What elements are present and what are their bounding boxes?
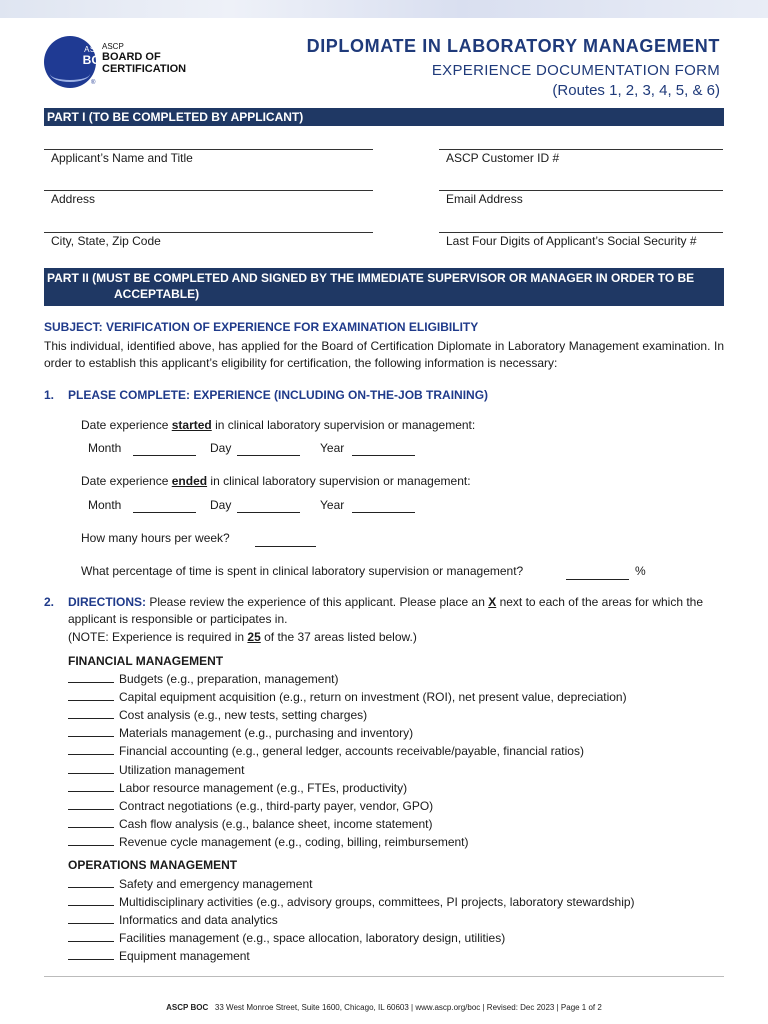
ended-word: ended (171, 474, 208, 488)
checklist-mark-blank[interactable] (68, 815, 114, 828)
logo-emblem (44, 36, 110, 88)
checklist-item-label: Cash flow analysis (e.g., balance sheet, income statement) (119, 816, 433, 831)
end-year-input[interactable] (352, 499, 415, 513)
checklist-item-label: Financial accounting (e.g., general ledger, accounts receivable/payable, financial ratios) (119, 744, 584, 759)
checklist-item-label: Cost analysis (e.g., new tests, setting charges) (119, 708, 368, 723)
end-day-label: Day (210, 498, 232, 512)
form-title: DIPLOMATE IN LABORATORY MANAGEMENT (306, 36, 720, 56)
end-month-label: Month (88, 498, 122, 512)
checklist-mark-blank[interactable] (68, 893, 114, 906)
section1-number: 1. (44, 388, 55, 402)
note-pre: (NOTE: Experience is required in (68, 630, 248, 644)
part1-heading: PART I (TO BE COMPLETED BY APPLICANT) (44, 108, 724, 126)
started-pre: Date experience (81, 418, 172, 432)
customer-id-label: ASCP Customer ID # (446, 151, 560, 165)
hours-input[interactable] (255, 533, 316, 547)
checklist-item-label: Capital equipment acquisition (e.g., return on investment (ROI), net present value, depreciation) (119, 690, 627, 705)
checklist-item (68, 833, 469, 851)
directions-paragraph (68, 594, 724, 628)
checklist-item (68, 779, 407, 797)
checklist-item (68, 724, 413, 742)
part2-heading-line1: PART II (MUST BE COMPLETED AND SIGNED BY THE IMMEDIATE SUPERVISOR OR MANAGER IN ORDER TO BE (47, 271, 695, 285)
checklist-item-label: Budgets (e.g., preparation, management) (119, 672, 339, 686)
logo-emblem-ascp: ASCP (84, 45, 108, 54)
checklist-mark-blank[interactable] (68, 706, 114, 719)
checklist-item-label: Safety and emergency management (119, 877, 313, 891)
applicant-name-field[interactable] (44, 149, 373, 165)
start-month-label: Month (88, 441, 122, 455)
part2-heading-line2: ACCEPTABLE) (114, 287, 200, 301)
section1-heading: PLEASE COMPLETE: EXPERIENCE (INCLUDING ON-THE-JOB TRAINING) (68, 388, 489, 402)
ssn-field[interactable] (439, 232, 723, 248)
intro-paragraph: This individual, identified above, has applied for the Board of Certification Diplomate in Laboratory Management examination. In order to establish this applicant’s eligibility for certification, the following information is necessary: (44, 339, 724, 370)
percentage-label: What percentage of time is spent in clinical laboratory supervision or management? (81, 564, 524, 578)
started-word: started (171, 418, 212, 432)
checklist-item-label: Facilities management (e.g., space allocation, laboratory design, utilities) (119, 931, 506, 946)
checklist-mark-blank[interactable] (68, 688, 114, 701)
logo-wordmark-line2: CERTIFICATION (102, 63, 187, 75)
started-post: in clinical laboratory supervision or management: (211, 418, 476, 432)
logo-swoosh (50, 66, 90, 82)
form-title-block (307, 36, 720, 99)
started-label (81, 417, 475, 434)
address-label: Address (51, 192, 96, 206)
checklist-item-label: Revenue cycle management (e.g., coding, billing, reimbursement) (119, 834, 469, 849)
city-state-zip-field[interactable] (44, 232, 373, 248)
checklist-item (68, 929, 505, 947)
address-field[interactable] (44, 190, 373, 206)
note-post: of the 37 areas listed below.) (260, 630, 417, 644)
footer-org: ASCP BOC (166, 1003, 209, 1012)
checklist-mark-blank[interactable] (68, 797, 114, 810)
directions-label: DIRECTIONS: (68, 595, 146, 609)
checklist-item (68, 947, 250, 965)
logo-wordmark-ascp: ASCP (102, 42, 124, 51)
checklist-item-label: Multidisciplinary activities (e.g., advisory groups, committees, PI projects, laboratory stewardship) (119, 895, 635, 910)
checklist-mark-blank[interactable] (68, 929, 114, 942)
checklist-item (68, 670, 338, 688)
end-day-input[interactable] (237, 499, 300, 513)
checklist-item (68, 815, 433, 833)
directions-x: X (488, 595, 497, 609)
header-band (0, 0, 768, 18)
note-line (68, 629, 417, 646)
section2-number: 2. (44, 595, 55, 609)
form-routes: (Routes 1, 2, 3, 4, 5, & 6) (552, 82, 720, 99)
end-year-label: Year (320, 498, 345, 512)
checklist-item (68, 742, 584, 760)
percent-sign: % (635, 564, 646, 578)
checklist-item (68, 911, 278, 929)
footer-divider (44, 976, 724, 977)
directions-pre: Please review the experience of this applicant. Please place an (146, 595, 489, 609)
checklist-item-label: Informatics and data analytics (119, 913, 278, 928)
part2-heading (44, 268, 724, 306)
start-year-label: Year (320, 441, 345, 455)
checklist-mark-blank[interactable] (68, 875, 114, 888)
email-label: Email Address (446, 192, 523, 206)
checklist-mark-blank[interactable] (68, 724, 114, 737)
checklist-mark-blank[interactable] (68, 779, 114, 792)
ascp-boc-logo (44, 36, 204, 92)
checklist-item-label: Utilization management (119, 762, 245, 777)
checklist-mark-blank[interactable] (68, 947, 114, 960)
percentage-input[interactable] (566, 566, 629, 580)
logo-wordmark-line1: BOARD OF (102, 51, 161, 63)
operations-heading: OPERATIONS MANAGEMENT (68, 858, 238, 872)
subject-line: SUBJECT: VERIFICATION OF EXPERIENCE FOR EXAMINATION ELIGIBILITY (44, 320, 479, 334)
registered-mark: ® (91, 80, 96, 86)
start-year-input[interactable] (352, 442, 415, 456)
start-day-input[interactable] (237, 442, 300, 456)
checklist-mark-blank[interactable] (68, 670, 114, 683)
checklist-item-label: Equipment management (119, 949, 250, 964)
checklist-item-label: Materials management (e.g., purchasing and inventory) (119, 726, 414, 741)
logo-emblem-boc: BOC (82, 53, 110, 67)
form-subtitle: EXPERIENCE DOCUMENTATION FORM (431, 62, 720, 79)
applicant-name-label: Applicant’s Name and Title (51, 151, 193, 165)
directions-post: next to each of the areas for which the applicant is responsible or participates in. (68, 595, 704, 626)
checklist-mark-blank[interactable] (68, 742, 114, 755)
checklist-item-label: Contract negotiations (e.g., third-party payer, vendor, GPO) (119, 798, 434, 813)
hours-label: How many hours per week? (81, 531, 230, 545)
customer-id-field[interactable] (439, 149, 723, 165)
start-month-input[interactable] (133, 442, 196, 456)
checklist-item (68, 893, 635, 911)
ended-pre: Date experience (81, 474, 172, 488)
checklist-mark-blank[interactable] (68, 911, 114, 924)
ssn-label: Last Four Digits of Applicant’s Social Security # (446, 234, 697, 248)
start-day-label: Day (210, 441, 232, 455)
footer-text: 33 West Monroe Street, Suite 1600, Chicago, IL 60603 | www.ascp.org/boc | Revised: Dec 2023 | Page 1 of 2 (214, 1003, 602, 1012)
checklist-item (68, 761, 244, 779)
checklist-item (68, 875, 312, 893)
checklist-item (68, 688, 627, 706)
city-state-zip-label: City, State, Zip Code (51, 234, 161, 248)
checklist-mark-blank[interactable] (68, 761, 114, 774)
end-month-input[interactable] (133, 499, 196, 513)
footer (0, 1003, 768, 1012)
ended-label (81, 473, 471, 490)
checklist-mark-blank[interactable] (68, 833, 114, 846)
checklist-item (68, 706, 367, 724)
email-field[interactable] (439, 190, 723, 206)
ended-post: in clinical laboratory supervision or management: (207, 474, 471, 488)
checklist-item-label: Labor resource management (e.g., FTEs, productivity) (119, 780, 408, 795)
logo-wordmark (102, 42, 186, 75)
checklist-item (68, 797, 433, 815)
financial-heading: FINANCIAL MANAGEMENT (68, 654, 224, 668)
note-number: 25 (247, 630, 261, 644)
